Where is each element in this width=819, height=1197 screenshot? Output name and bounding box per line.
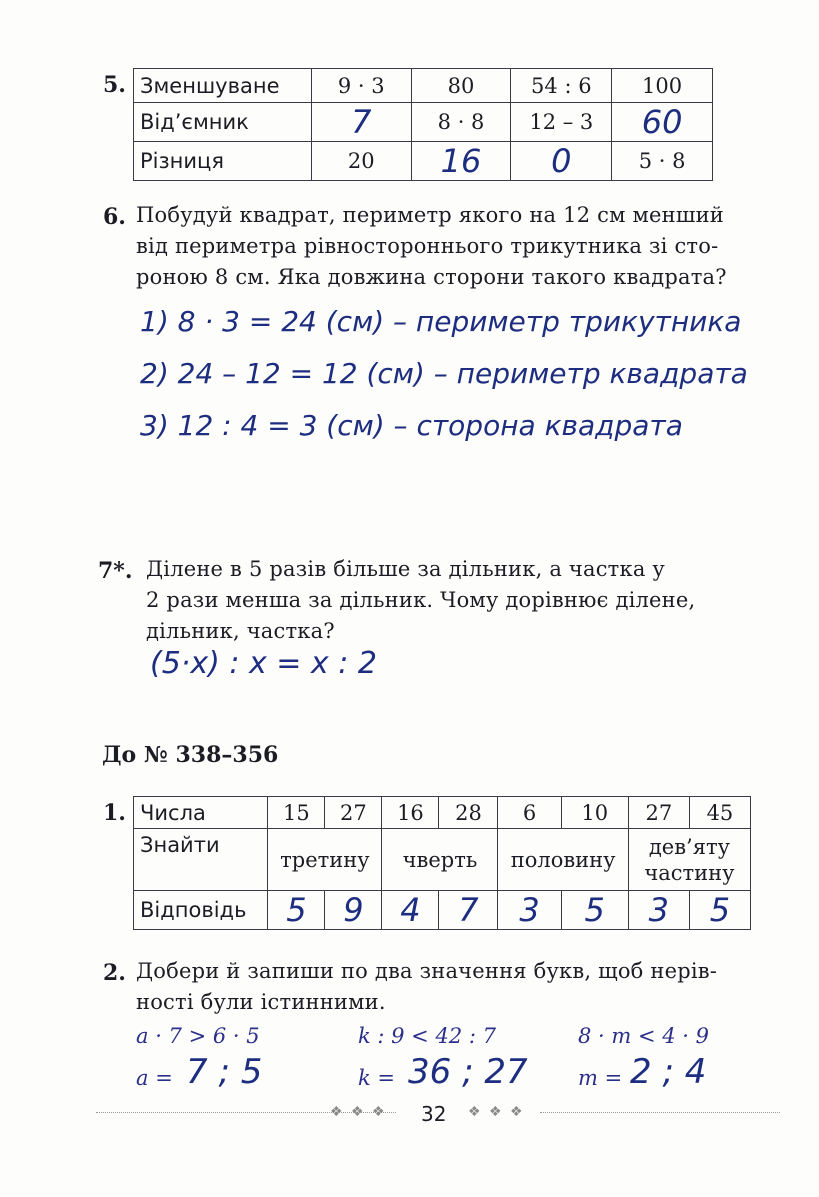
find-cell: половину xyxy=(498,829,628,891)
answer-label-k: k = xyxy=(358,1066,395,1090)
answer-cell: 5 xyxy=(268,891,325,930)
task7-line: дільник, частка? xyxy=(146,619,335,643)
value-cell: 80 xyxy=(411,69,511,103)
task5-row xyxy=(134,103,713,142)
answer-cell: 5 xyxy=(689,891,750,930)
task1-number: 1. xyxy=(103,800,126,826)
task6-text xyxy=(136,200,776,293)
footer-ornament-right-icon: ❖ ❖ ❖ xyxy=(468,1104,525,1120)
value-cell: 12 – 3 xyxy=(511,103,612,142)
row-label: Від’ємник xyxy=(134,103,312,142)
task1-table xyxy=(133,796,751,930)
number-cell: 45 xyxy=(689,797,750,829)
number-cell: 10 xyxy=(561,797,628,829)
number-cell: 15 xyxy=(268,797,325,829)
answer-cell: 4 xyxy=(382,891,439,930)
footer-ornament-left-icon: ❖ ❖ ❖ xyxy=(330,1104,387,1120)
task5-number: 5. xyxy=(103,72,126,98)
row-label: Зменшуване xyxy=(134,69,312,103)
answer-label-a: a = xyxy=(136,1066,173,1090)
task6-solution xyxy=(140,296,780,452)
task7-line: Ділене в 5 разів більше за дільник, а частка у xyxy=(146,557,665,581)
answer-cell: 3 xyxy=(628,891,689,930)
task7-line: 2 рази менша за дільник. Чому дорівнює ділене, xyxy=(146,588,696,612)
number-cell: 28 xyxy=(439,797,498,829)
answer-m: 2 ; 4 xyxy=(630,1052,707,1092)
task6-line: від периметра рівностороннього трикутника зі сто- xyxy=(136,234,719,258)
task2-line: ності були істинними. xyxy=(136,990,386,1014)
task2-line: Добери й запиши по два значення букв, щоб нерів- xyxy=(136,959,718,983)
task7-solution: (5·x) : x = x : 2 xyxy=(150,646,377,681)
number-cell: 27 xyxy=(325,797,382,829)
number-cell: 27 xyxy=(628,797,689,829)
number-cell: 16 xyxy=(382,797,439,829)
value-cell: 100 xyxy=(612,69,713,103)
task2-number: 2. xyxy=(103,960,126,986)
task2-text xyxy=(136,956,776,1018)
task6-number: 6. xyxy=(103,204,126,230)
answer-cell: 9 xyxy=(325,891,382,930)
inequality-m: 8 · m < 4 · 9 xyxy=(578,1024,709,1048)
row-label: Числа xyxy=(134,797,268,829)
handwritten-cell: 7 xyxy=(311,103,411,142)
answer-row xyxy=(134,891,751,930)
find-cell: дев’яту частину xyxy=(628,829,750,891)
handwritten-cell: 0 xyxy=(511,142,612,181)
number-cell: 6 xyxy=(498,797,561,829)
answer-label-m: m = xyxy=(578,1066,623,1090)
task5-row xyxy=(134,142,713,181)
inequality-a: a · 7 > 6 · 5 xyxy=(136,1024,260,1048)
answer-cell: 7 xyxy=(439,891,498,930)
page-number: 32 xyxy=(421,1102,447,1126)
row-label: Відповідь xyxy=(134,891,268,930)
value-cell: 8 · 8 xyxy=(411,103,511,142)
find-cell: чверть xyxy=(382,829,498,891)
task6-line: роною 8 см. Яка довжина сторони такого квадрата? xyxy=(136,265,727,289)
task5-row xyxy=(134,69,713,103)
task5-table xyxy=(133,68,713,181)
footer-rule-right xyxy=(540,1112,780,1113)
numbers-row xyxy=(134,797,751,829)
solution-line: 3) 12 : 4 = 3 (см) – сторона квадрата xyxy=(140,409,683,442)
value-cell: 54 : 6 xyxy=(511,69,612,103)
task7-number: 7*. xyxy=(98,558,133,584)
inequality-k: k : 9 < 42 : 7 xyxy=(358,1024,496,1048)
answer-cell: 5 xyxy=(561,891,628,930)
task7-text xyxy=(146,554,778,647)
value-cell: 5 · 8 xyxy=(612,142,713,181)
task6-line: Побудуй квадрат, периметр якого на 12 см менший xyxy=(136,203,724,227)
find-cell: третину xyxy=(268,829,382,891)
handwritten-cell: 16 xyxy=(411,142,511,181)
row-label: Різниця xyxy=(134,142,312,181)
answer-k: 36 ; 27 xyxy=(408,1052,528,1092)
row-label: Знайти xyxy=(134,829,268,891)
section-title: До № 338–356 xyxy=(102,742,279,768)
answer-cell: 3 xyxy=(498,891,561,930)
answer-a: 7 ; 5 xyxy=(186,1052,263,1092)
value-cell: 9 · 3 xyxy=(311,69,411,103)
value-cell: 20 xyxy=(311,142,411,181)
find-row xyxy=(134,829,751,891)
handwritten-cell: 60 xyxy=(612,103,713,142)
solution-line: 2) 24 – 12 = 12 (см) – периметр квадрата xyxy=(140,357,748,390)
solution-line: 1) 8 · 3 = 24 (см) – периметр трикутника xyxy=(140,305,742,338)
